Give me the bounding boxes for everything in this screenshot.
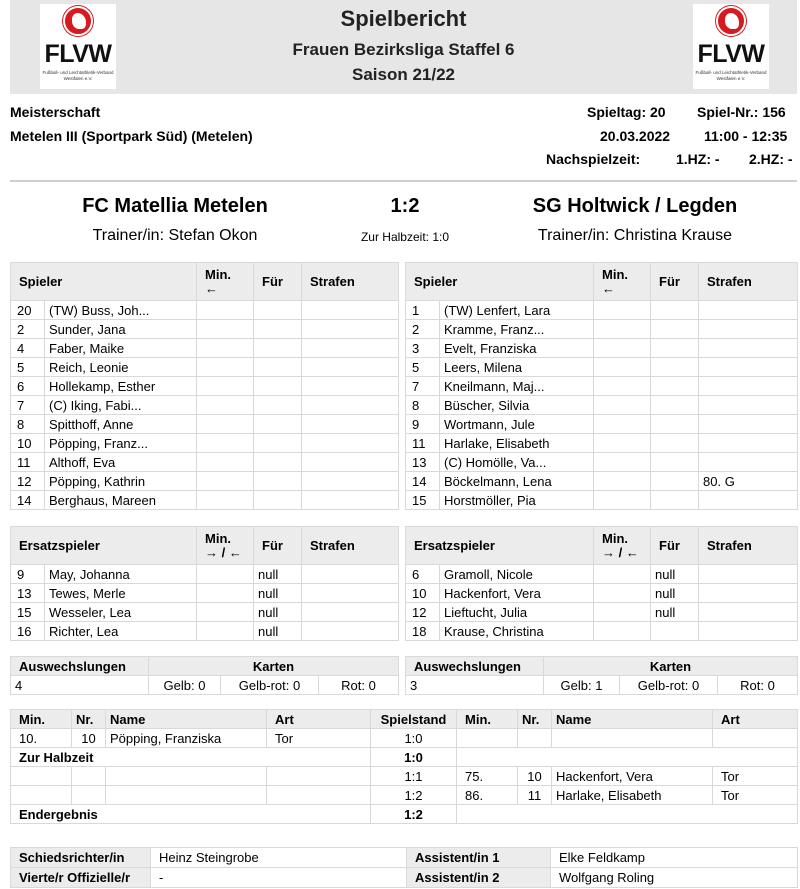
player-penalties [699,358,798,377]
player-row [11,472,399,491]
player-minute [594,396,651,415]
player-penalties [699,603,798,622]
player-row [406,301,798,320]
player-name: Pöpping, Kathrin [45,472,197,491]
report-header [10,0,797,94]
player-name: Kramme, Franz... [440,320,594,339]
player-for [254,377,302,396]
player-for: null [254,565,302,584]
away-lineup-table [405,262,798,510]
player-number: 1 [406,301,440,320]
halftime-score: Zur Halbzeit: 1:0 [360,230,450,244]
player-minute [594,377,651,396]
player-row [406,377,798,396]
event-score: 1:2 [371,786,457,805]
event-type: Tor [713,786,798,805]
player-minute [594,472,651,491]
player-row [406,453,798,472]
player-minute [594,434,651,453]
player-minute [197,584,254,603]
player-penalties [302,320,399,339]
player-minute [197,453,254,472]
player-number: 10 [406,584,440,603]
player-name: Wortmann, Jule [440,415,594,434]
matchday: Spieltag: 20 [587,104,666,120]
player-for [651,491,699,510]
player-minute [197,377,254,396]
home-subs-table [10,526,399,641]
player-row [11,584,399,603]
player-penalties [699,396,798,415]
halftime-score-value: 1:0 [371,748,457,767]
column-header-penalties: Strafen [699,527,798,565]
player-for [254,301,302,320]
player-minute [197,434,254,453]
event-player-name: Hackenfort, Vera [552,767,713,786]
player-name: (TW) Buss, Joh... [45,301,197,320]
player-for [254,491,302,510]
page-title: Spielbericht [340,6,467,31]
player-number: 8 [11,415,45,434]
column-header-min: Min. ← [197,263,254,301]
column-header-player: Spieler [11,263,197,301]
fourth-official-name: - [151,868,407,888]
player-name: Lieftucht, Julia [440,603,594,622]
column-header-player: Spieler [406,263,594,301]
home-lineup-table [10,262,399,510]
subs-count-header: Auswechslungen [406,657,544,676]
player-row [406,565,798,584]
away-subs-count: 3 [406,676,544,695]
column-header-min: Min. ← [594,263,651,301]
season: Saison 21/22 [351,65,455,84]
officials-table [10,847,798,888]
event-player-number: 11 [518,786,552,805]
player-number: 13 [406,453,440,472]
extra-time-label: Nachspielzeit: [546,151,641,167]
player-penalties [699,415,798,434]
player-row [406,584,798,603]
column-header-name: Name [106,710,267,729]
arrow-left-icon: ← [602,280,616,296]
column-header-min: Min. → / ← [197,527,254,565]
event-type: Tor [713,767,798,786]
arrow-in-out-icon: → / ← [205,544,242,560]
player-for [651,434,699,453]
column-header-name: Name [552,710,713,729]
player-number: 14 [406,472,440,491]
player-for [651,301,699,320]
player-number: 9 [11,565,45,584]
player-row [11,301,399,320]
halftime-label: Zur Halbzeit [11,748,371,767]
column-header-nr: Nr. [518,710,552,729]
player-penalties [699,377,798,396]
referee-label: Schiedsrichter/in [11,848,151,868]
logo-text: FLVW [44,40,112,68]
player-row [406,396,798,415]
player-number: 15 [406,491,440,510]
player-number: 6 [406,565,440,584]
player-number: 8 [406,396,440,415]
player-name: Reich, Leonie [45,358,197,377]
player-penalties [302,434,399,453]
player-for [651,453,699,472]
player-name: Hackenfort, Vera [440,584,594,603]
player-for [254,434,302,453]
player-row [11,622,399,641]
column-header-for: Für [254,263,302,301]
player-minute [197,622,254,641]
event-player-number: 10 [72,729,106,748]
player-penalties [302,603,399,622]
player-row [406,320,798,339]
player-minute [197,491,254,510]
player-row [11,565,399,584]
player-penalties [302,491,399,510]
player-for [254,320,302,339]
player-penalties [302,415,399,434]
player-for: null [651,603,699,622]
player-for [254,453,302,472]
player-number: 15 [11,603,45,622]
player-row [11,491,399,510]
player-penalties [302,622,399,641]
column-header-for: Für [651,263,699,301]
assistant1-label: Assistent/in 1 [407,848,551,868]
home-yellow-cards: Gelb: 0 [149,676,221,695]
player-minute [197,396,254,415]
home-subs-count: 4 [11,676,149,695]
assistant1-name: Elke Feldkamp [551,848,798,868]
away-trainer: Trainer/in: Christina Krause [537,227,733,244]
player-row [406,622,798,641]
player-penalties [302,358,399,377]
player-for [254,396,302,415]
player-number: 16 [11,622,45,641]
player-name: Tewes, Merle [45,584,197,603]
player-minute [197,339,254,358]
match-date: 20.03.2022 [600,128,671,144]
player-number: 2 [406,320,440,339]
player-minute [594,320,651,339]
player-number: 12 [406,603,440,622]
player-penalties [699,491,798,510]
player-name: Harlake, Elisabeth [440,434,594,453]
player-number: 11 [406,434,440,453]
column-header-type: Art [267,710,371,729]
player-row [406,434,798,453]
player-row [406,491,798,510]
player-name: Faber, Maike [45,339,197,358]
player-minute [594,491,651,510]
home-red-cards: Rot: 0 [319,676,399,695]
player-row [11,603,399,622]
extra-time-first-half: 1.HZ: - [676,151,720,167]
league-name: Frauen Bezirksliga Staffel 6 [292,40,515,59]
player-for: null [651,565,699,584]
player-name: Böckelmann, Lena [440,472,594,491]
player-number: 14 [11,491,45,510]
event-score: 1:0 [371,729,457,748]
player-row [11,358,399,377]
player-minute [197,565,254,584]
player-number: 20 [11,301,45,320]
goal-events-table [10,709,798,824]
player-for [651,415,699,434]
away-subs-table [405,526,798,641]
player-minute [594,453,651,472]
away-team: SG Holtwick / Legden [532,195,738,217]
event-minute: 75. [457,767,518,786]
player-minute [197,603,254,622]
final-score-value: 1:2 [371,805,457,824]
player-penalties [302,339,399,358]
column-header-for: Für [254,527,302,565]
away-yellow-red-cards: Gelb-rot: 0 [620,676,718,695]
player-number: 2 [11,320,45,339]
player-penalties: 80. G [699,472,798,491]
column-header-penalties: Strafen [302,527,399,565]
player-minute [594,358,651,377]
player-row [11,415,399,434]
player-name: Spitthoff, Anne [45,415,197,434]
player-name: (C) Iking, Fabi... [45,396,197,415]
player-name: Richter, Lea [45,622,197,641]
assistant2-label: Assistent/in 2 [407,868,551,888]
player-for [651,339,699,358]
column-header-for: Für [651,527,699,565]
player-name: Krause, Christina [440,622,594,641]
player-for: null [651,584,699,603]
player-name: Büscher, Silvia [440,396,594,415]
match-number: Spiel-Nr.: 156 [697,104,786,120]
player-number: 5 [406,358,440,377]
player-for: null [254,584,302,603]
player-minute [197,301,254,320]
player-name: Leers, Milena [440,358,594,377]
player-penalties [699,320,798,339]
player-for [651,622,699,641]
event-row [11,729,798,748]
referee-name: Heinz Steingrobe [151,848,407,868]
player-name: Althoff, Eva [45,453,197,472]
player-row [11,339,399,358]
competition: Meisterschaft [10,104,101,120]
player-for [651,320,699,339]
player-name: Berghaus, Mareen [45,491,197,510]
column-header-min: Min. → / ← [594,527,651,565]
player-penalties [699,584,798,603]
player-name: Evelt, Franziska [440,339,594,358]
player-minute [594,415,651,434]
horse-emblem-icon [716,6,746,36]
home-summary-table [10,656,399,695]
player-penalties [699,453,798,472]
player-minute [197,415,254,434]
halftime-row [11,748,798,767]
final-label: Endergebnis [11,805,371,824]
column-header-min: Min. [11,710,72,729]
player-number: 9 [406,415,440,434]
player-number: 4 [11,339,45,358]
player-row [11,453,399,472]
player-for [254,472,302,491]
player-for [651,472,699,491]
player-penalties [302,472,399,491]
final-row [11,805,798,824]
player-row [406,603,798,622]
extra-time-second-half: 2.HZ: - [749,151,793,167]
player-for [254,415,302,434]
event-player-number: 10 [518,767,552,786]
player-row [406,415,798,434]
divider [10,180,797,182]
player-row [11,377,399,396]
player-name: May, Johanna [45,565,197,584]
player-minute [197,320,254,339]
player-minute [594,622,651,641]
player-name: Wesseler, Lea [45,603,197,622]
player-name: Kneilmann, Maj... [440,377,594,396]
column-header-nr: Nr. [72,710,106,729]
player-name: Sunder, Jana [45,320,197,339]
column-header-subs: Ersatzspieler [406,527,594,565]
cards-header: Karten [149,657,399,676]
player-number: 6 [11,377,45,396]
player-minute [594,339,651,358]
player-name: Pöpping, Franz... [45,434,197,453]
column-header-penalties: Strafen [699,263,798,301]
player-penalties [302,453,399,472]
event-player-name: Harlake, Elisabeth [552,786,713,805]
player-row [406,358,798,377]
player-for [254,358,302,377]
player-name: Horstmöller, Pia [440,491,594,510]
logo-text: FLVW [697,40,765,68]
player-minute [594,584,651,603]
player-name: Hollekamp, Esther [45,377,197,396]
logo-subtext: Fußball- und Leichtathletik-Verband Westfalen e.V. [695,70,767,81]
assistant2-name: Wolfgang Roling [551,868,798,888]
home-team: FC Matellia Metelen [82,195,268,217]
player-number: 18 [406,622,440,641]
event-minute: 86. [457,786,518,805]
subs-count-header: Auswechslungen [11,657,149,676]
away-yellow-cards: Gelb: 1 [544,676,620,695]
event-score: 1:1 [371,767,457,786]
event-row [11,786,798,805]
player-name: Gramoll, Nicole [440,565,594,584]
player-row [11,396,399,415]
player-penalties [699,622,798,641]
final-score: 1:2 [390,195,420,217]
player-row [11,320,399,339]
event-row [11,767,798,786]
player-minute [594,603,651,622]
player-for [651,396,699,415]
player-row [406,339,798,358]
player-penalties [302,377,399,396]
player-penalties [699,339,798,358]
player-row [11,434,399,453]
arrow-in-out-icon: → / ← [602,544,639,560]
flvw-logo-right [693,4,769,89]
away-summary-table [405,656,798,695]
player-for [651,358,699,377]
event-minute: 10. [11,729,72,748]
away-red-cards: Rot: 0 [718,676,798,695]
player-number: 7 [11,396,45,415]
player-for: null [254,603,302,622]
player-name: (C) Homölle, Va... [440,453,594,472]
player-number: 3 [406,339,440,358]
player-for: null [254,622,302,641]
cards-header: Karten [544,657,798,676]
player-row [406,472,798,491]
player-penalties [302,565,399,584]
home-yellow-red-cards: Gelb-rot: 0 [221,676,319,695]
player-penalties [302,584,399,603]
player-penalties [302,396,399,415]
player-number: 13 [11,584,45,603]
event-type: Tor [267,729,371,748]
player-minute [594,301,651,320]
player-penalties [699,565,798,584]
player-number: 5 [11,358,45,377]
player-name: (TW) Lenfert, Lara [440,301,594,320]
logo-subtext: Fußball- und Leichtathletik-Verband Westfalen e.V. [42,70,114,81]
column-header-type: Art [713,710,798,729]
column-header-subs: Ersatzspieler [11,527,197,565]
player-penalties [302,301,399,320]
player-penalties [699,434,798,453]
player-number: 10 [11,434,45,453]
arrow-left-icon: ← [205,280,219,296]
match-time: 11:00 - 12:35 [704,128,788,144]
player-penalties [699,301,798,320]
column-header-penalties: Strafen [302,263,399,301]
player-number: 7 [406,377,440,396]
player-minute [197,358,254,377]
home-trainer: Trainer/in: Stefan Okon [92,227,258,244]
player-minute [594,565,651,584]
event-player-name: Pöpping, Franziska [106,729,267,748]
player-number: 11 [11,453,45,472]
player-number: 12 [11,472,45,491]
column-header-score: Spielstand [371,710,457,729]
column-header-min: Min. [457,710,518,729]
fourth-official-label: Vierte/r Offizielle/r [11,868,151,888]
player-minute [197,472,254,491]
venue: Metelen III (Sportpark Süd) (Metelen) [10,128,253,144]
player-for [254,339,302,358]
player-for [651,377,699,396]
